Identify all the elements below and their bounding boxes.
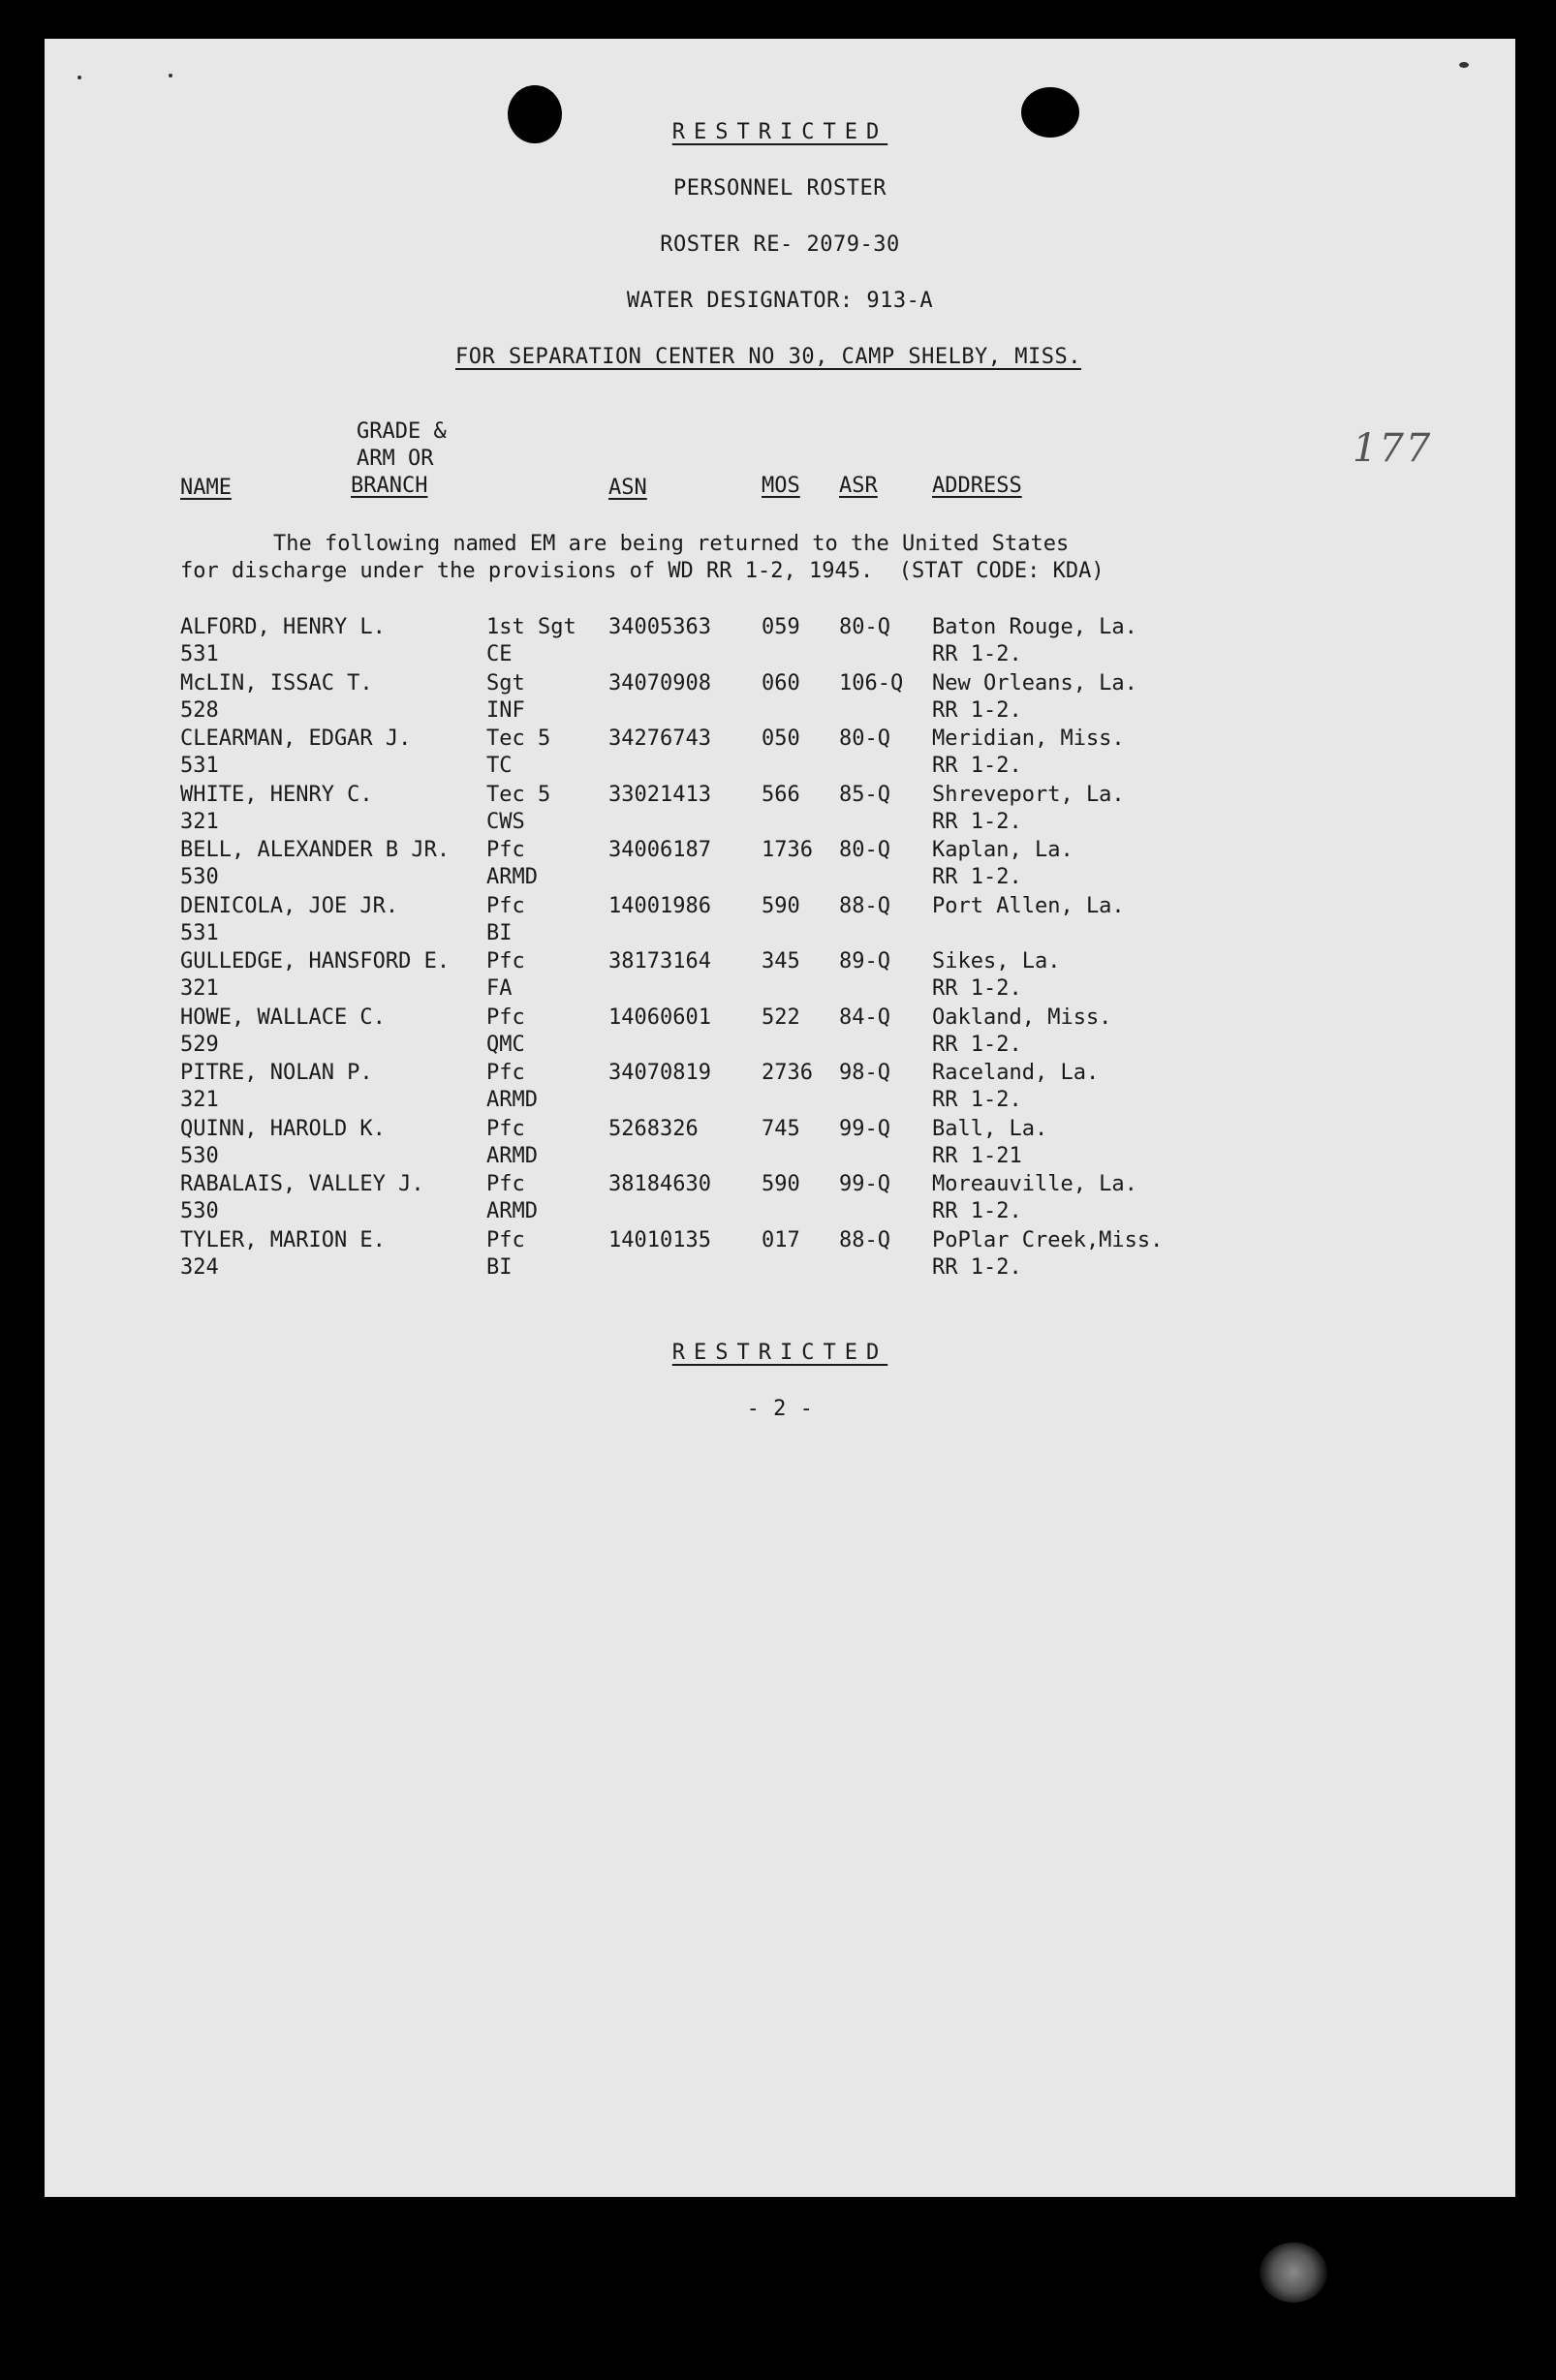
row-asn: 34276743 [608, 726, 711, 751]
row-branch: QMC [486, 1032, 525, 1057]
row-code: 321 [180, 976, 219, 1001]
row-asn: 38184630 [608, 1172, 711, 1196]
row-mos: 745 [762, 1116, 800, 1141]
row-address: PoPlar Creek,Miss. [932, 1227, 1164, 1252]
row-address: Kaplan, La. [932, 838, 1074, 862]
row-address: Meridian, Miss. [932, 726, 1125, 751]
paper-speck [1459, 62, 1469, 68]
intro-line-2: for discharge under the provisions of WD RR 1-2, 1945. (STAT CODE: KDA) [180, 559, 1105, 583]
row-name: GULLEDGE, HANSFORD E. [180, 949, 451, 974]
row-asr: 80-Q [839, 838, 890, 862]
table-row [45, 837, 1515, 893]
row-address: Sikes, La. [932, 949, 1061, 974]
row-branch: ARMD [486, 1199, 538, 1223]
row-name: ALFORD, HENRY L. [180, 615, 386, 639]
row-asn: 34005363 [608, 615, 711, 639]
row-code: 531 [180, 754, 219, 778]
row-address-line2: RR 1-2. [932, 865, 1022, 889]
page-number: - 2 - [746, 1397, 814, 1421]
row-mos: 345 [762, 949, 800, 974]
row-name: McLIN, ISSAC T. [180, 670, 373, 695]
scan-glare [1260, 2242, 1327, 2303]
row-address: Oakland, Miss. [932, 1005, 1112, 1030]
separation-center-line: FOR SEPARATION CENTER NO 30, CAMP SHELBY, MISS. [455, 345, 1082, 369]
row-branch: CE [486, 642, 513, 666]
paper-speck [78, 76, 81, 79]
row-name: TYLER, MARION E. [180, 1227, 386, 1252]
row-mos: 590 [762, 893, 800, 918]
row-asr: 85-Q [839, 782, 890, 807]
row-grade: Tec 5 [486, 726, 551, 751]
row-address-line2: RR 1-2. [932, 754, 1022, 778]
table-row [45, 1005, 1515, 1061]
row-address: Baton Rouge, La. [932, 615, 1137, 639]
row-asr: 80-Q [839, 726, 890, 751]
row-address-line2: RR 1-2. [932, 1088, 1022, 1112]
row-asn: 14060601 [608, 1005, 711, 1030]
row-name: PITRE, NOLAN P. [180, 1061, 373, 1085]
table-row [45, 948, 1515, 1005]
table-row [45, 670, 1515, 726]
row-branch: BI [486, 1254, 513, 1280]
row-asn: 33021413 [608, 782, 711, 807]
row-grade: Pfc [486, 893, 525, 918]
row-code: 321 [180, 809, 219, 834]
row-grade: 1st Sgt [486, 615, 576, 639]
row-asn: 34006187 [608, 838, 711, 862]
row-asr: 84-Q [839, 1005, 890, 1030]
row-grade: Pfc [486, 1061, 525, 1085]
row-asr: 88-Q [839, 893, 890, 918]
address-column-header: ADDRESS [932, 474, 1022, 498]
grade-header-line1: GRADE & [357, 419, 447, 444]
row-address: Port Allen, La. [932, 893, 1125, 918]
row-name: HOWE, WALLACE C. [180, 1005, 386, 1030]
row-asn: 14010135 [608, 1227, 711, 1252]
row-asn: 34070819 [608, 1061, 711, 1085]
roster-number: ROSTER RE- 2079-30 [660, 232, 900, 257]
row-mos: 566 [762, 782, 800, 807]
grade-header-line3: BRANCH [351, 474, 428, 498]
row-address: Shreveport, La. [932, 782, 1125, 807]
row-grade: Pfc [486, 1227, 525, 1252]
row-asr: 98-Q [839, 1061, 890, 1085]
row-address-line2: RR 1-2. [932, 642, 1022, 666]
name-column-header: NAME [180, 476, 232, 500]
row-asn: 14001986 [608, 893, 711, 918]
row-name: BELL, ALEXANDER B JR. [180, 838, 451, 862]
row-code: 528 [180, 697, 219, 723]
table-row [45, 1171, 1515, 1227]
row-grade: Pfc [486, 1172, 525, 1196]
row-mos: 590 [762, 1172, 800, 1196]
row-asn: 5268326 [608, 1116, 699, 1141]
table-row [45, 726, 1515, 782]
document-title: PERSONNEL ROSTER [673, 176, 887, 201]
row-address-line2: RR 1-2. [932, 976, 1022, 1001]
table-row [45, 893, 1515, 949]
asn-column-header: ASN [608, 476, 647, 500]
row-mos: 522 [762, 1005, 800, 1030]
row-asr: 99-Q [839, 1116, 890, 1141]
row-branch: FA [486, 976, 513, 1001]
row-code: 530 [180, 1199, 219, 1223]
row-code: 324 [180, 1254, 219, 1280]
row-branch: BI [486, 920, 513, 945]
row-address-line2: RR 1-2. [932, 697, 1022, 723]
restricted-footer: RESTRICTED [671, 1341, 888, 1365]
table-row [45, 1227, 1515, 1283]
row-grade: Pfc [486, 1005, 525, 1030]
row-asr: 88-Q [839, 1227, 890, 1252]
table-row [45, 782, 1515, 838]
row-address-line2: RR 1-2. [932, 1254, 1022, 1280]
row-branch: ARMD [486, 1088, 538, 1112]
restricted-header: RESTRICTED [671, 120, 888, 144]
row-asr: 99-Q [839, 1172, 890, 1196]
row-mos: 059 [762, 615, 800, 639]
row-grade: Pfc [486, 1116, 525, 1141]
mos-column-header: MOS [762, 474, 800, 498]
row-address: Moreauville, La. [932, 1172, 1137, 1196]
row-branch: INF [486, 697, 525, 723]
table-row [45, 1116, 1515, 1172]
row-address-line2: RR 1-2. [932, 1032, 1022, 1057]
row-code: 531 [180, 642, 219, 666]
row-address: Ball, La. [932, 1116, 1048, 1141]
row-grade: Pfc [486, 949, 525, 974]
row-mos: 1736 [762, 838, 813, 862]
document-page [45, 39, 1515, 2197]
paper-speck [169, 74, 172, 77]
row-grade: Tec 5 [486, 782, 551, 807]
row-address: New Orleans, La. [932, 670, 1137, 695]
intro-line-1: The following named EM are being returned to the United States [273, 532, 1070, 556]
row-address: Raceland, La. [932, 1061, 1100, 1085]
row-code: 529 [180, 1032, 219, 1057]
water-designator: WATER DESIGNATOR: 913-A [626, 289, 934, 313]
row-asr: 89-Q [839, 949, 890, 974]
row-name: WHITE, HENRY C. [180, 782, 373, 807]
row-name: DENICOLA, JOE JR. [180, 893, 399, 918]
row-code: 531 [180, 920, 219, 945]
row-asn: 38173164 [608, 949, 711, 974]
row-name: CLEARMAN, EDGAR J. [180, 726, 412, 751]
row-asr: 106-Q [839, 670, 904, 695]
row-branch: CWS [486, 809, 525, 834]
row-code: 321 [180, 1088, 219, 1112]
table-row [45, 1060, 1515, 1116]
row-address-line2: RR 1-21 [932, 1143, 1022, 1168]
row-code: 530 [180, 865, 219, 889]
row-branch: ARMD [486, 1143, 538, 1168]
asr-column-header: ASR [839, 474, 878, 498]
row-name: QUINN, HAROLD K. [180, 1116, 386, 1141]
row-grade: Pfc [486, 838, 525, 862]
table-row [45, 614, 1515, 670]
row-name: RABALAIS, VALLEY J. [180, 1172, 424, 1196]
row-asn: 34070908 [608, 670, 711, 695]
row-asr: 80-Q [839, 615, 890, 639]
row-mos: 060 [762, 670, 800, 695]
row-branch: ARMD [486, 865, 538, 889]
row-grade: Sgt [486, 670, 525, 695]
row-address-line2: RR 1-2. [932, 1199, 1022, 1223]
row-mos: 050 [762, 726, 800, 751]
row-address-line2: RR 1-2. [932, 809, 1022, 834]
row-branch: TC [486, 754, 513, 778]
row-code: 530 [180, 1143, 219, 1168]
row-mos: 017 [762, 1227, 800, 1252]
handwritten-page-number: 177 [1353, 426, 1433, 471]
grade-header-line2: ARM OR [357, 447, 434, 471]
row-mos: 2736 [762, 1061, 813, 1085]
